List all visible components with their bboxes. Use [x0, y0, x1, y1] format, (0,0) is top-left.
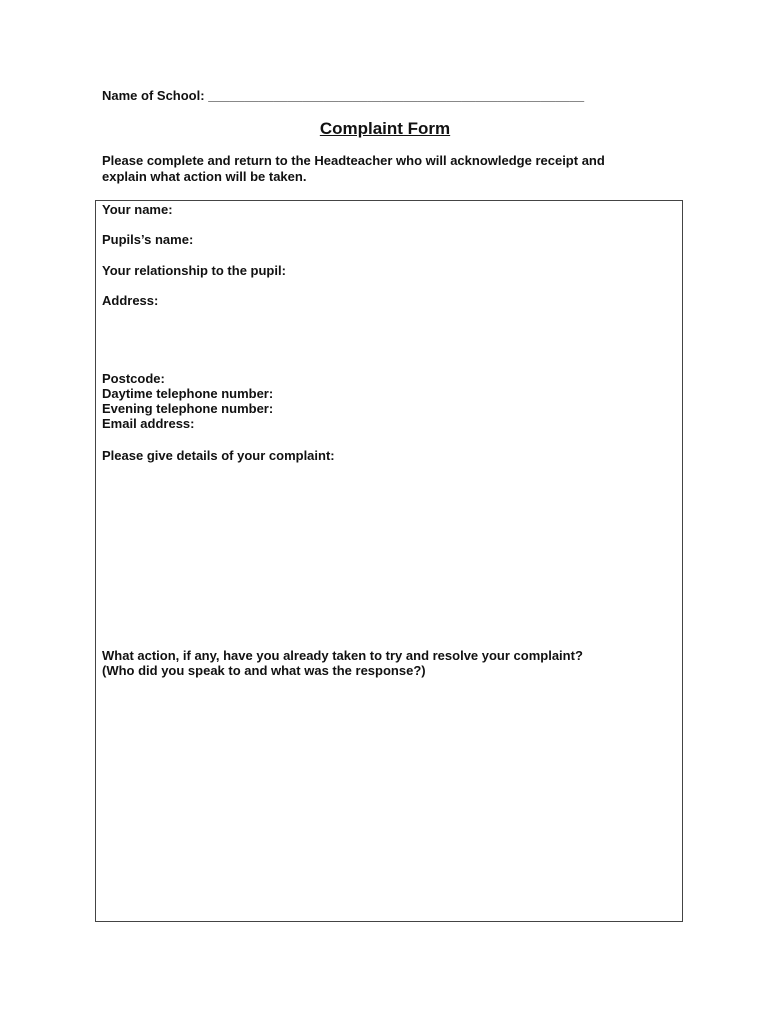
school-name-label: Name of School:: [102, 88, 205, 103]
action-question-line-2: (Who did you speak to and what was the response?): [102, 663, 426, 678]
page-title: Complaint Form: [319, 119, 451, 138]
intro-line-1: Please complete and return to the Headteacher who will acknowledge receipt and: [102, 153, 605, 168]
school-name-blank[interactable]: ____________________________________________________: [208, 88, 585, 103]
address-field[interactable]: Address:: [102, 293, 159, 308]
complaint-details-field[interactable]: Please give details of your complaint:: [102, 448, 335, 463]
intro-line-2: explain what action will be taken.: [102, 169, 307, 184]
your-name-field[interactable]: Your name:: [102, 202, 173, 217]
action-taken-field[interactable]: [102, 648, 583, 678]
relationship-field[interactable]: Your relationship to the pupil:: [102, 263, 286, 278]
postcode-field[interactable]: Postcode:: [102, 371, 165, 386]
complaint-form-box: [95, 200, 683, 922]
evening-phone-field[interactable]: Evening telephone number:: [102, 401, 274, 416]
daytime-phone-field[interactable]: Daytime telephone number:: [102, 386, 274, 401]
email-field[interactable]: Email address:: [102, 416, 195, 431]
pupil-name-field[interactable]: Pupils’s name:: [102, 232, 194, 247]
intro-text: [102, 153, 692, 185]
contact-fields: [102, 371, 273, 431]
school-name-line: [102, 88, 584, 103]
action-question-line-1: What action, if any, have you already taken to try and resolve your complaint?: [102, 648, 583, 663]
